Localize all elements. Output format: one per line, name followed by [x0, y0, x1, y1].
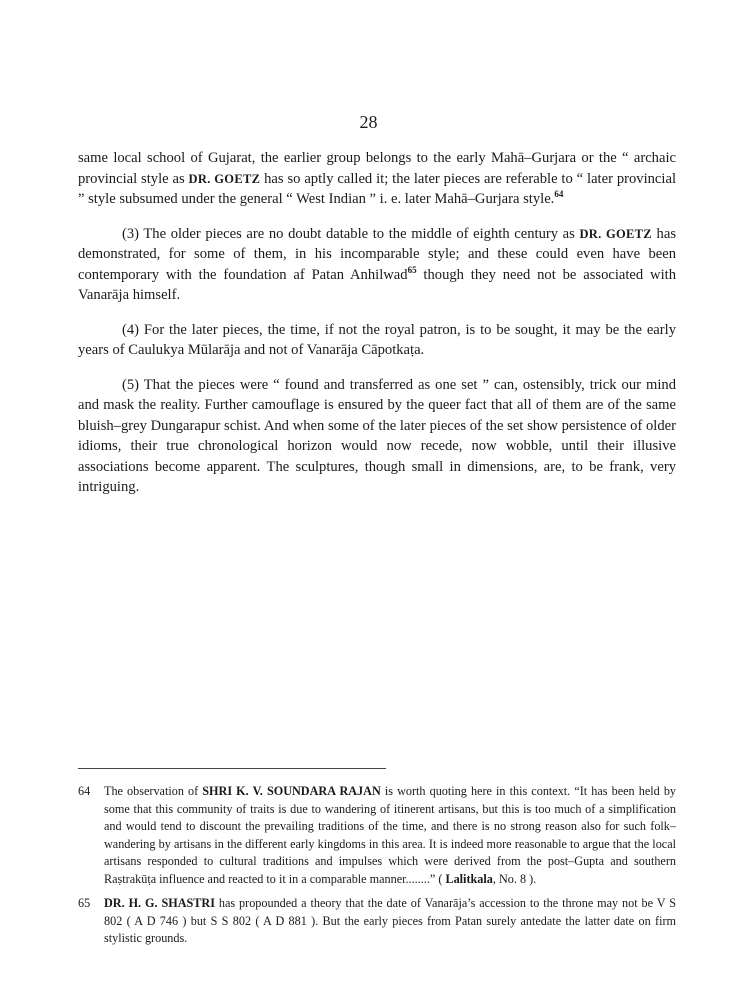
paragraph-text: (5) That the pieces were “ found and transferred as one set ” can, ostensibly, trick our mind and mask the reality. Further camouflage is ensured by the queer fact that all of them are of the same bluish–grey Dungarapur schist. And when some of the later pieces of the set show persistence of older idioms, their true chronological horizon would now recede, now wobble, until their illusive associations become apparent. The sculptures, though small in dimensions, are, to be frank, very intriguing.: [78, 376, 676, 495]
footnote-author-name: DR. H. G. SHASTRI: [104, 896, 215, 910]
paragraph-1: [78, 148, 676, 210]
paragraph-text: same local school of Gujarat, the earlier group belongs to the early Mahā–Gurjara or the “ archaic provincial style as: [78, 150, 676, 187]
footnote-author-name: SHRI K. V. SOUNDARA RAJAN: [202, 784, 381, 798]
page-number: 28: [359, 112, 378, 132]
paragraph-text: has demonstrated, for some of them, in his incomparable style; and these could even have been contemporary with the foundation af Patan Anhilwad: [78, 225, 676, 283]
paragraph-3: [78, 320, 676, 361]
footnote-text: has propounded a theory that the date of Vanarāja’s accession to the throne may not be V S 802 ( A D 746 ) but S S 802 ( A D 881 ). But the early pieces from Patan surely antedate the latter date on firm stylistic grounds.: [104, 896, 676, 945]
author-name: DR. GOETZ: [188, 171, 261, 186]
footnote-number: 65: [78, 896, 91, 910]
paragraph-4: [78, 375, 676, 498]
paragraph-text: though they need not be associated with Vanarāja himself.: [78, 266, 676, 303]
author-name: DR. GOETZ: [579, 226, 652, 241]
paragraph-text: has so aptly called it; the later pieces are referable to “ later provincial ” style subsumed under the general “ West Indian ” i. e. later Mahā–Gurjara style.: [78, 170, 676, 207]
footnote-ref: 64: [554, 189, 564, 200]
footnote-text: The observation of: [104, 784, 203, 798]
footnote-source: Lalitkala: [445, 871, 493, 886]
paragraph-text: (4) For the later pieces, the time, if not the royal patron, is to be sought, it may be the early years of Caulukya Mūlarāja and not of Vanarāja Cāpotkaṭa.: [78, 321, 676, 358]
body-text: [78, 148, 676, 512]
footnote-text: , No. 8 ).: [492, 871, 537, 886]
footnotes: [78, 783, 676, 955]
paragraph-text: (3) The older pieces are no doubt datable to the middle of eighth century as: [122, 225, 580, 242]
footnote-64: [78, 783, 676, 888]
paragraph-2: [78, 224, 676, 306]
footnote-rule: [78, 768, 386, 769]
footnote-65: [78, 895, 676, 948]
footnote-text: is worth quoting here in this context. “It has been held by some that this community of traits is due to wandering of itinerent artisans, but this is too much of a simplification and would tend to discount the prevailing traditions of the time, and there is no strong reason also for such folk–wandering by artisans in the different early kingdoms in this area. It is indeed more reasonable to argue that the local artisans responded to cultural traditions and impulses which were derived from the post–Gupta and southern Raṣtrakūṭa influence and reacted to it in a comparable manner........” (: [104, 784, 677, 886]
footnote-number: 64: [78, 784, 91, 798]
footnote-ref: 65: [407, 264, 417, 275]
